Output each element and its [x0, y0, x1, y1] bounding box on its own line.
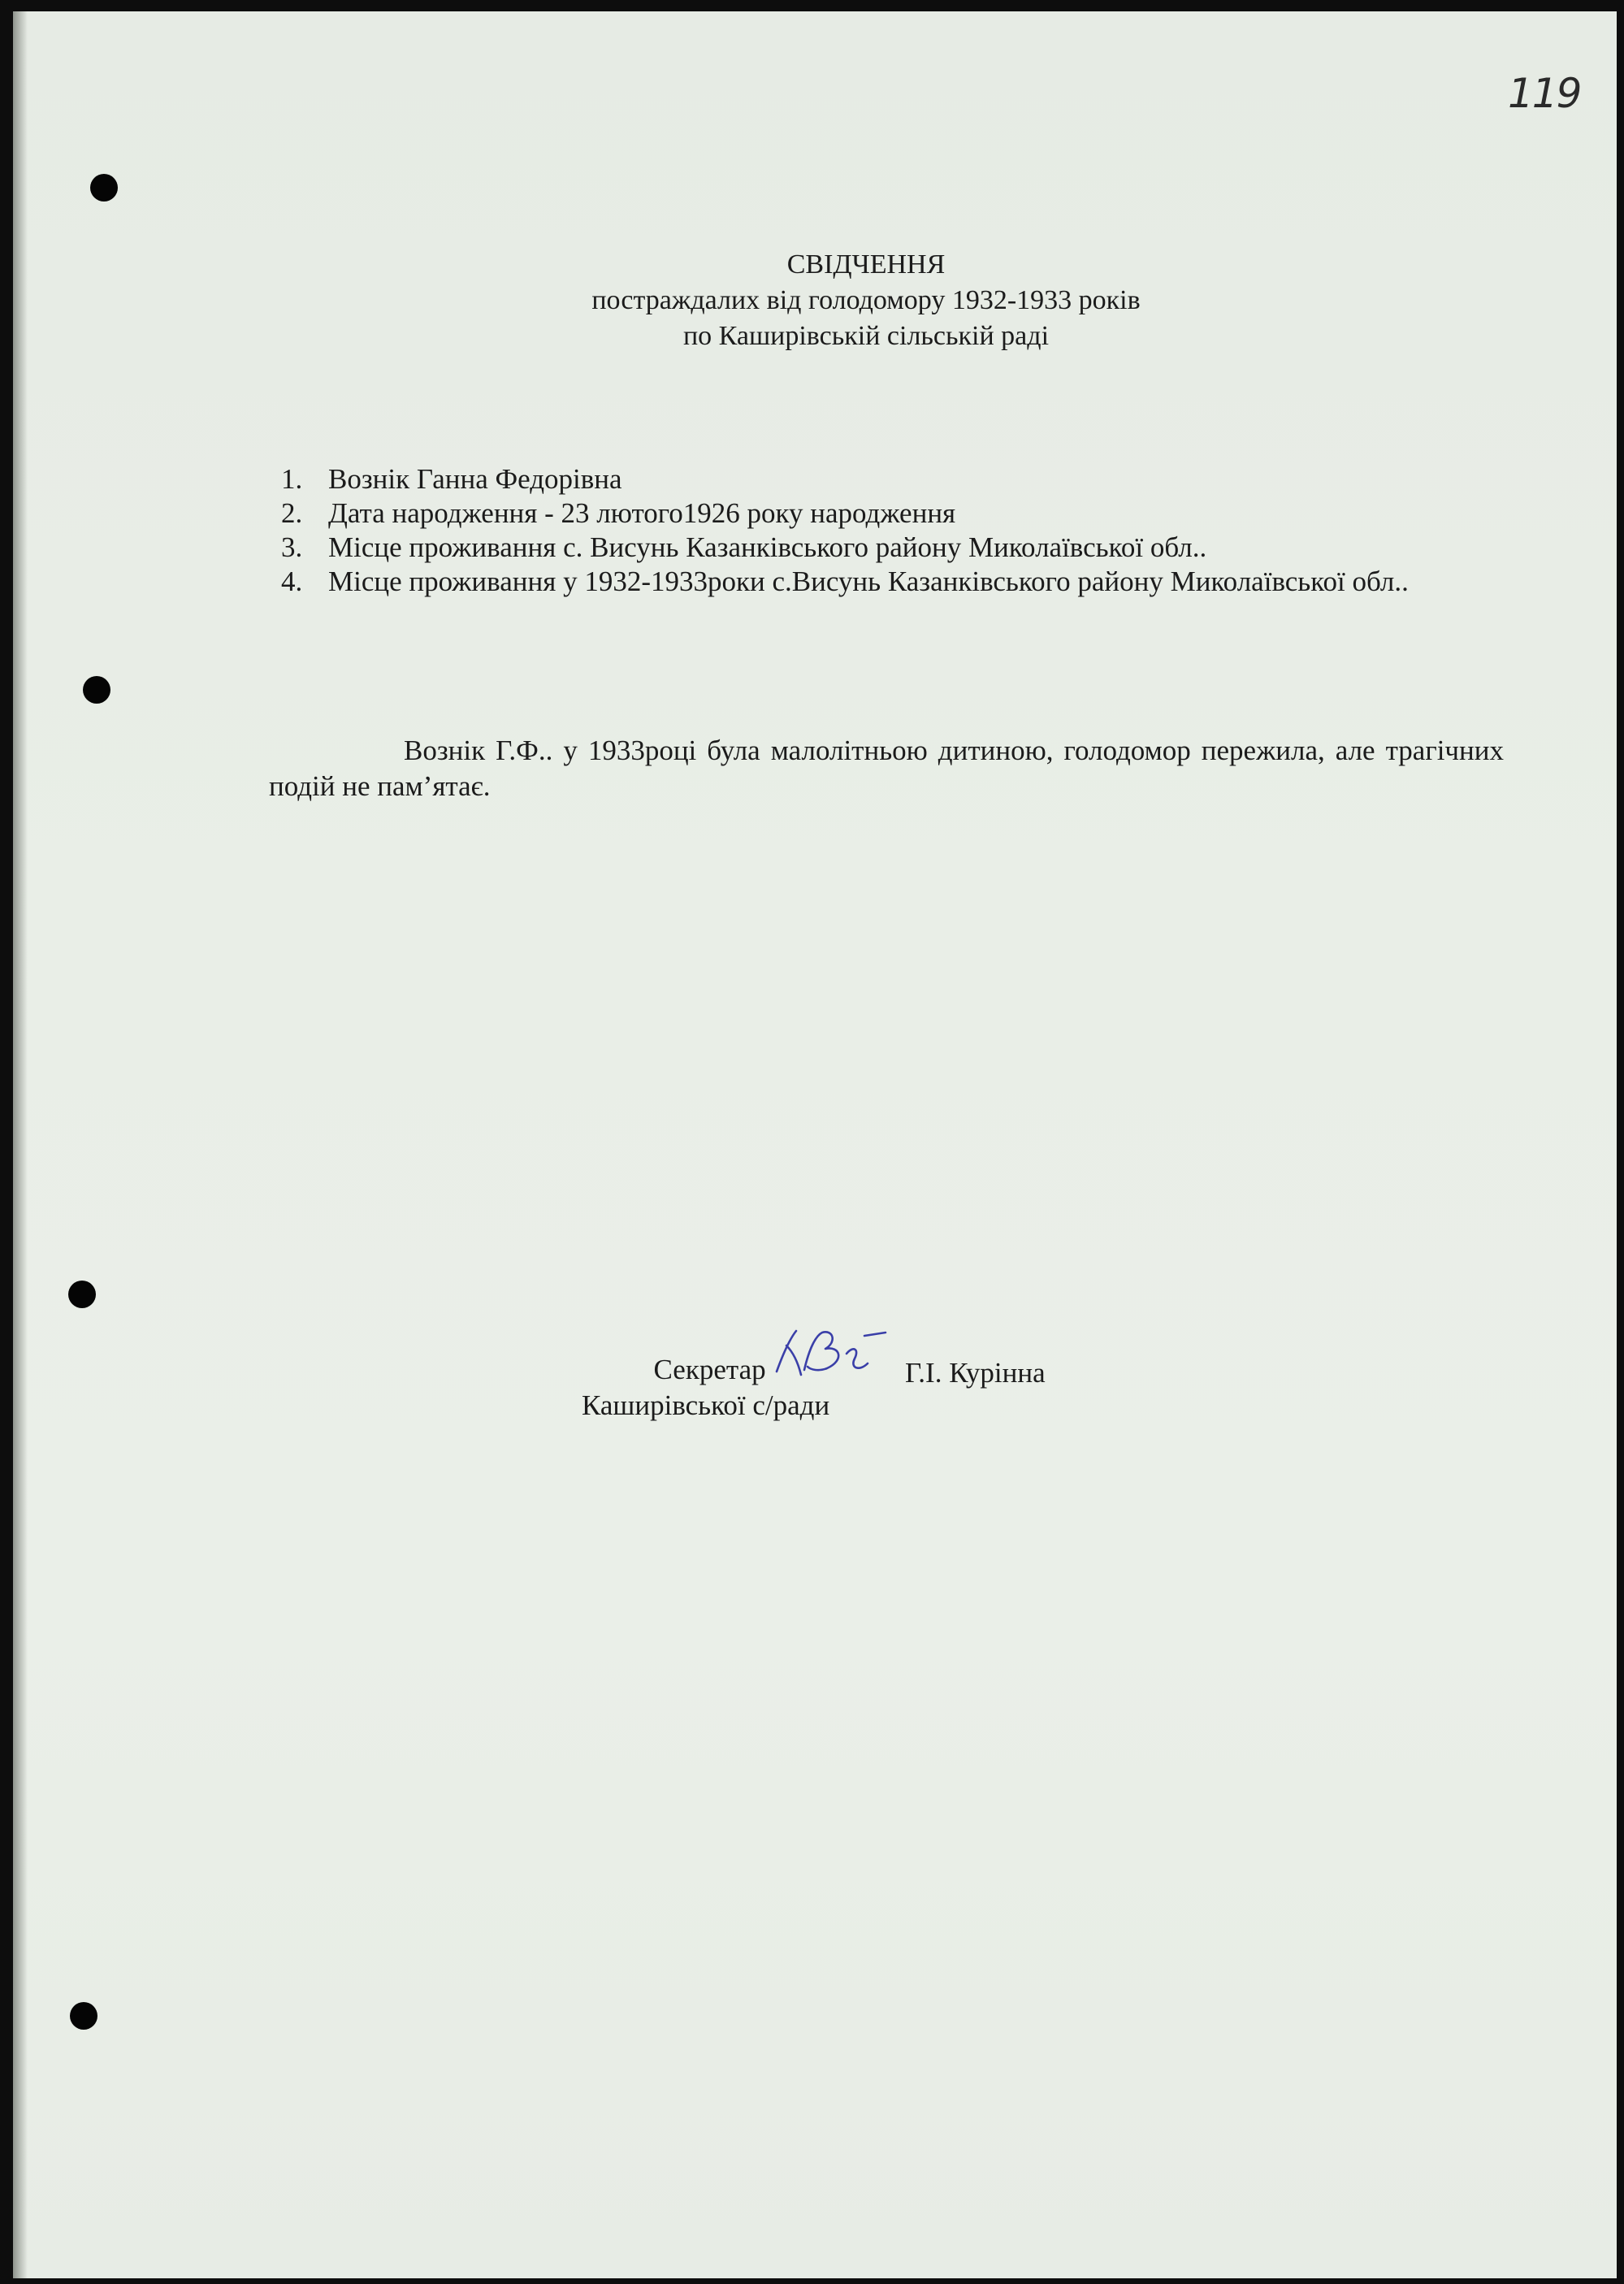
handwritten-page-number: 119 — [1508, 70, 1581, 117]
punch-hole-icon — [83, 676, 110, 704]
signatory-name: Г.І. Курінна — [905, 1357, 1046, 1389]
signatory-organization: Каширівської с/ради — [582, 1389, 830, 1421]
punch-hole-icon — [70, 2002, 97, 2030]
document-title: СВІДЧЕННЯ — [786, 249, 946, 280]
list-item-number: 4. — [281, 566, 303, 597]
document-subtitle: постраждалих від голодомору 1932-1933 років — [591, 285, 1141, 315]
punch-hole-icon — [90, 174, 118, 202]
punch-hole-icon — [68, 1281, 96, 1308]
list-item-number: 2. — [281, 497, 303, 529]
handwritten-signature-icon — [769, 1321, 890, 1386]
list-item-text: Місце проживання с. Висунь Казанківського району Миколаївської обл.. — [328, 531, 1207, 563]
list-item — [265, 462, 1500, 496]
personal-details-list — [265, 462, 1500, 599]
signatory-title: Секретар — [653, 1354, 766, 1385]
list-item-text: Вознік Ганна Федорівна — [328, 463, 622, 495]
document-header — [13, 247, 1624, 354]
list-item-number: 1. — [281, 463, 303, 495]
list-item-text: Місце проживання у 1932-1933роки с.Висунь Казанківського району Миколаївської обл.. — [328, 566, 1409, 597]
list-item — [265, 565, 1500, 599]
testimony-paragraph: Вознік Г.Ф.. у 1933році була малолітньою дитиною, голодомор пережила, але трагічних подій не пам’ятає. — [269, 735, 1504, 802]
document-paper — [13, 11, 1617, 2278]
list-item-number: 3. — [281, 531, 303, 563]
list-item-text: Дата народження - 23 лютого1926 року народження — [328, 497, 956, 529]
list-item — [265, 496, 1500, 531]
list-item — [265, 531, 1500, 565]
document-subtitle-council: по Каширівській сільській раді — [682, 321, 1050, 351]
